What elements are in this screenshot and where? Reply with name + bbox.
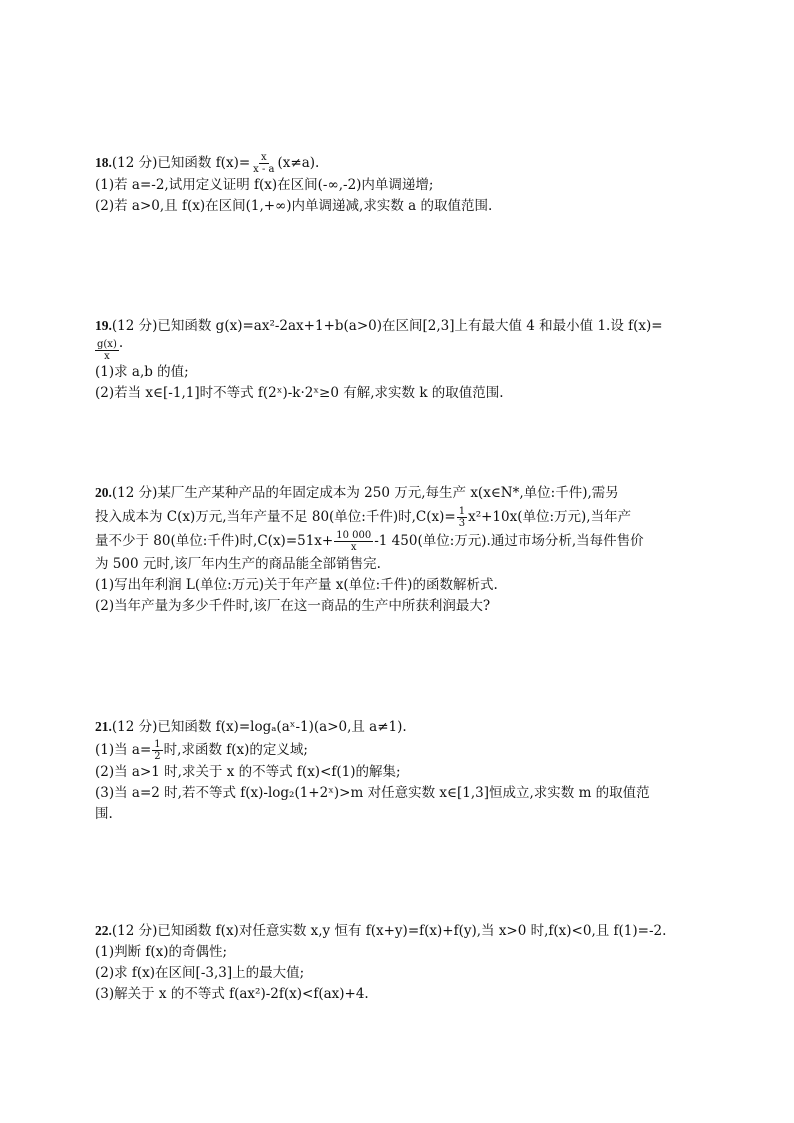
problem-number: 22. (95, 923, 112, 938)
question-1: (1)写出年利润 L(单位:万元)关于年产量 x(单位:千件)的函数解析式. (95, 577, 498, 593)
problem-21-stem (95, 716, 705, 738)
question-3-continuation: 围. (95, 806, 113, 822)
fraction: $\frac{1}{3}$ (458, 506, 466, 529)
question-2: (2)若当 x∈[-1,1]时不等式 f(2ˣ)-k·2ˣ≥0 有解,求实数 k 的取值范围. (95, 385, 504, 401)
problem-20 (95, 481, 705, 617)
function-expr: f(x)= (215, 155, 251, 171)
problem-19 (95, 315, 705, 404)
score: (12 分) (111, 719, 158, 735)
question-2: (2)求 f(x)在区间[-3,3]上的最大值; (95, 965, 305, 981)
stem-text: 已知函数 f(x)对任意实数 x,y 恒有 f(x+y)=f(x)+f(y),当 x>0 时,f(x)<0,且 f(1)=-2. (157, 923, 667, 939)
fraction: $\frac{x}{x - a}$ (253, 152, 275, 175)
problem-20-stem (95, 481, 705, 505)
score: (12 分) (111, 485, 158, 501)
question-2: (2)当 a>1 时,求关于 x 的不等式 f(x)<f(1)的解集; (95, 764, 401, 780)
question-3: (3)当 a=2 时,若不等式 f(x)-log₂(1+2ˣ)>m 对任意实数 x∈[1,3]恒成立,求实数 m 的取值范 (95, 785, 650, 801)
problem-number: 18. (95, 155, 112, 170)
score: (12 分) (111, 155, 158, 171)
problem-number: 21. (95, 719, 112, 734)
stem-line-2: 投入成本为 C(x)万元,当年产量不足 80(单位:千件)时,C(x)= $\frac{1}{3}$ x²+10x(单位:万元),当年产 (95, 506, 632, 529)
stem-text: 已知函数 (157, 155, 216, 171)
stem-text: 已知函数 f(x)=logₐ(aˣ-1)(a>0,且 a≠1). (157, 719, 407, 735)
stem-text: 某厂生产某种产品的年固定成本为 250 万元,每生产 x(x∈N*,单位:千件),需另 (157, 485, 619, 501)
question-2: (2)当年产量为多少千件时,该厂在这一商品的生产中所获利润最大? (95, 598, 491, 614)
problem-21 (95, 716, 705, 825)
stem-line-3: 量不少于 80(单位:千件)时,C(x)=51x+ $\frac{10 000}{x}$ -1 450(单位:万元).通过市场分析,当每件售价 (95, 530, 644, 553)
problem-18-stem (95, 152, 705, 175)
fraction: $\frac{g(x)}{x}$ (97, 339, 117, 362)
problem-22 (95, 920, 705, 1005)
score: (12 分) (111, 318, 158, 334)
condition: (x≠a). (277, 155, 320, 171)
question-1: (1)若 a=-2,试用定义证明 f(x)在区间(-∞,-2)内单调递增; (95, 177, 434, 193)
question-3: (3)解关于 x 的不等式 f(ax²)-2f(x)<f(ax)+4. (95, 986, 369, 1002)
problem-22-stem (95, 920, 705, 942)
problem-18 (95, 152, 705, 217)
problem-19-stem (95, 315, 705, 337)
question-2: (2)若 a>0,且 f(x)在区间(1,+∞)内单调递减,求实数 a 的取值范围. (95, 198, 493, 214)
fraction: $\frac{10 000}{x}$ (336, 530, 372, 553)
score: (12 分) (111, 923, 158, 939)
question-1: (1)当 a= $\frac{1}{2}$ 时,求函数 f(x)的定义域; (95, 739, 308, 762)
fraction: $\frac{1}{2}$ (154, 739, 161, 762)
stem-continuation: $\frac{g(x)}{x}$ . (97, 335, 124, 362)
question-1: (1)判断 f(x)的奇偶性; (95, 944, 228, 960)
problem-number: 20. (95, 485, 112, 500)
question-1: (1)求 a,b 的值; (95, 364, 189, 380)
stem-line-4: 为 500 元时,该厂年内生产的商品能全部销售完. (95, 556, 381, 572)
problem-number: 19. (95, 318, 112, 333)
stem-text: 已知函数 g(x)=ax²-2ax+1+b(a>0)在区间[2,3]上有最大值 4 和最小值 1.设 f(x)= (157, 318, 663, 334)
